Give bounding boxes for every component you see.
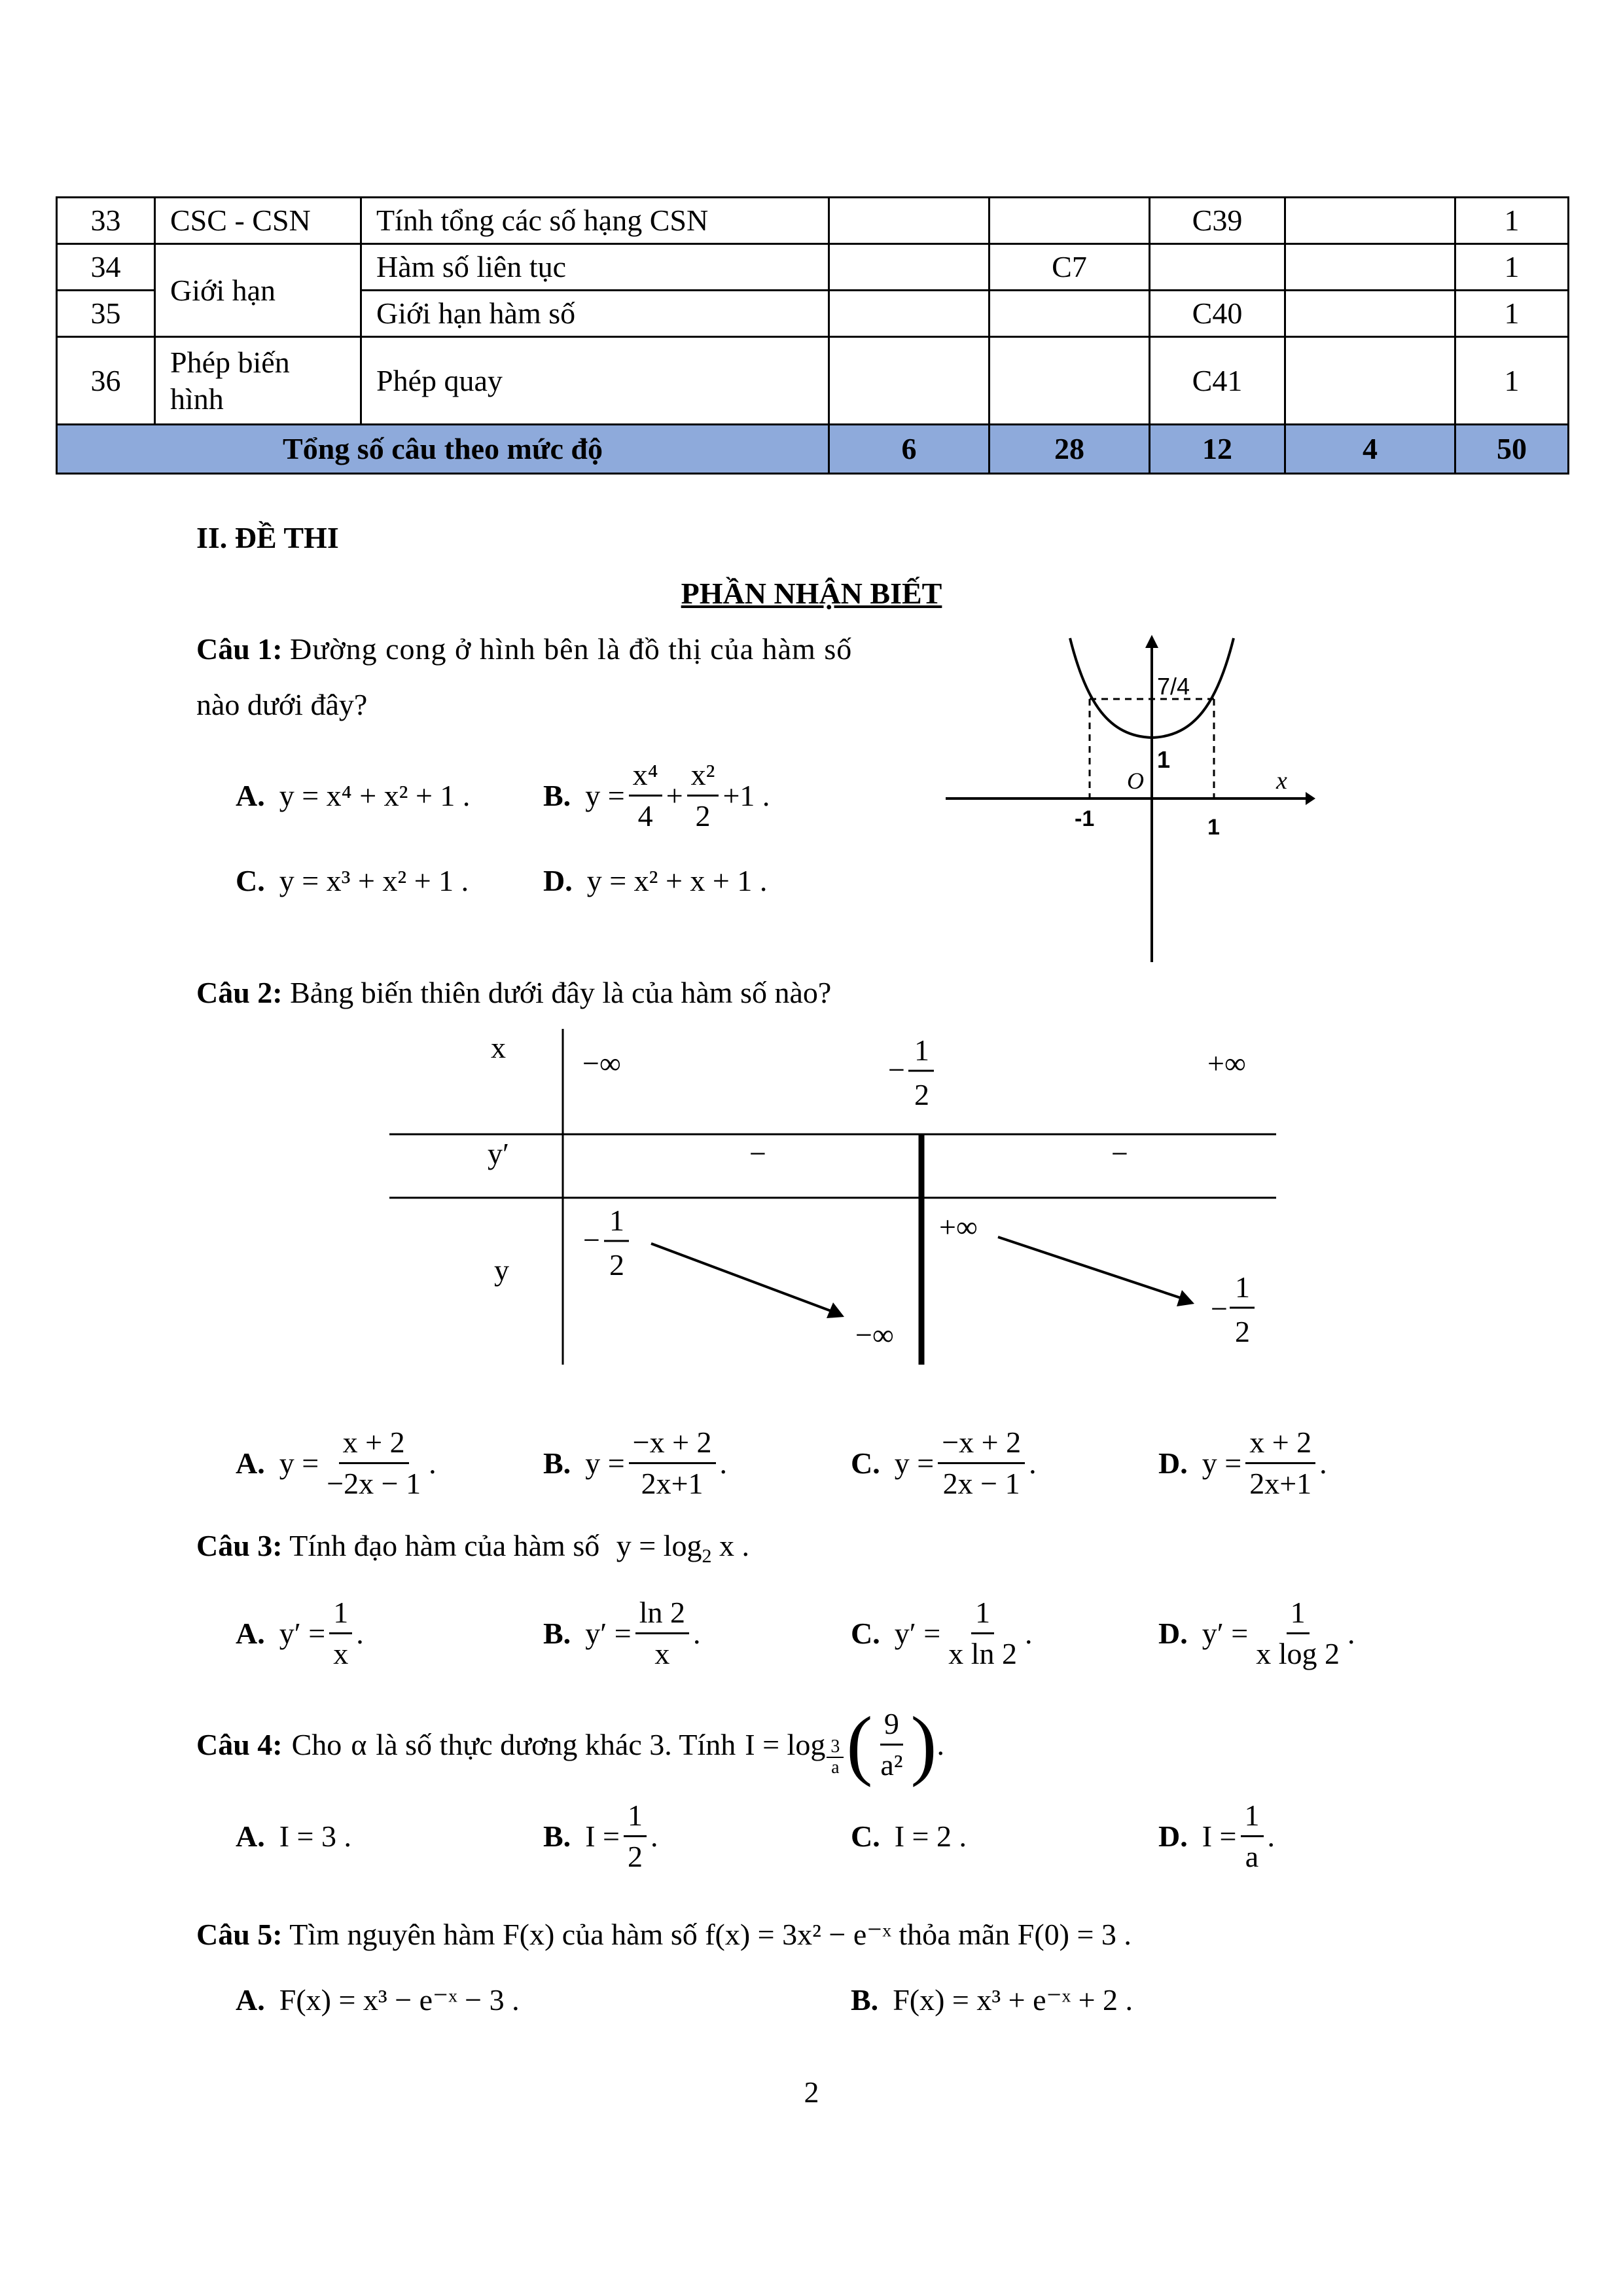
fraction: $\frac{\text{x⁴}}{4}$: [629, 755, 662, 836]
left-paren: (: [846, 1700, 873, 1787]
bbt-y-num-left: 1: [609, 1204, 624, 1237]
bbt-x-num: 1: [914, 1033, 929, 1067]
bbt-y-minus-inf: −∞: [855, 1318, 894, 1352]
bbt-plus-inf: +∞: [1207, 1047, 1246, 1080]
question-2-text: Câu 2: Bảng biến thiên dưới đây là của hàm số nào?: [196, 976, 832, 1009]
q4-option-a: A. I = 3 .: [236, 1819, 351, 1853]
decreasing-arrow: [651, 1244, 834, 1312]
question-5-text: Câu 5: Tìm nguyên hàm F(x) của hàm số f(x) = 3x² − e⁻ˣ thỏa mãn F(0) = 3 .: [196, 1918, 1132, 1951]
fraction: $\frac{x + 2}{2x+1}$: [1245, 1423, 1315, 1503]
bbt-y-num-right: 1: [1235, 1270, 1250, 1304]
bbt-y-plus-inf: +∞: [939, 1210, 978, 1244]
q1-option-c: C. y = x³ + x² + 1 .: [236, 863, 469, 897]
part-title: PHẦN NHẬN BIẾT: [681, 577, 942, 610]
q1-option-d: D. y = x² + x + 1 .: [543, 863, 768, 897]
bbt-y-label: y: [494, 1253, 509, 1287]
question-matrix-table: [56, 196, 1569, 475]
x-axis-arrow-icon: [1306, 792, 1315, 805]
q4-option-d: D. I = $\frac{1}{a}$ .: [1158, 1787, 1275, 1885]
arrow-head-icon: [1177, 1290, 1194, 1306]
log-base-fraction: $\frac{3}{a}$: [827, 1737, 844, 1778]
question-1-line-1: Câu 1: Đường cong ở hình bên là đồ thị của hàm số: [196, 632, 853, 666]
q1-option-b: B. y = $\frac{\text{x⁴}}{4}$ + $\frac{\text{x²}}{2}$ +1 .: [543, 746, 770, 844]
label-neg-one: -1: [1075, 806, 1095, 831]
label-pos-one: 1: [1207, 815, 1220, 840]
label-y-one: 1: [1157, 746, 1171, 773]
q1-function-graph: [942, 632, 1315, 965]
table-row: 35 Giới hạn hàm số C40 1: [57, 291, 1569, 337]
q2-option-a: A. y = $\frac{x + 2}{-2x - 1}$ .: [236, 1414, 437, 1512]
fraction: $\frac{x + 2}{-2x - 1}$: [323, 1423, 425, 1503]
bbt-x-sign: −: [888, 1053, 905, 1086]
decreasing-arrow: [998, 1237, 1185, 1299]
q3-option-c: C. y′ = $\frac{1}{\text{x ln 2}}$ .: [851, 1584, 1033, 1682]
fraction: $\frac{1}{a}$: [1241, 1796, 1264, 1876]
bbt-x-label: x: [491, 1031, 506, 1064]
label-origin: O: [1127, 768, 1144, 794]
fraction: $\frac{-x + 2}{2x+1}$: [629, 1423, 716, 1503]
table-total-row: Tổng số câu theo mức độ 6 28 12 4 50: [57, 425, 1569, 474]
table-row: 33 CSC - CSN Tính tổng các số hạng CSN C39 1: [57, 198, 1569, 244]
question-3-text: Câu 3: Tính đạo hàm của hàm số $y = \log_2 x$ .: [196, 1529, 749, 1568]
fraction: $\frac{1}{2}$: [624, 1796, 647, 1876]
fraction: $\frac{\text{x²}}{2}$: [687, 755, 719, 836]
q1-option-a: A. y = x⁴ + x² + 1 .: [236, 778, 471, 812]
q3-option-a: A. y′ = $\frac{1}{x}$ .: [236, 1584, 364, 1682]
fraction: $\frac{1}{\text{x ln 2}}$: [944, 1593, 1021, 1674]
bbt-x-den: 2: [914, 1078, 929, 1111]
question-1-line-2: nào dưới đây?: [196, 688, 368, 721]
q4-option-b: B. I = $\frac{1}{2}$ .: [543, 1787, 658, 1885]
fraction: $\frac{9}{\text{a²}}$: [876, 1704, 906, 1785]
label-x-axis: x: [1276, 767, 1287, 795]
fraction: $\frac{\ln 2}{x}$: [635, 1593, 689, 1674]
q2-option-c: C. y = $\frac{-x + 2}{2x - 1}$ .: [851, 1414, 1037, 1512]
bbt-y-den-left: 2: [609, 1248, 624, 1282]
y-axis-arrow-icon: [1145, 635, 1158, 648]
q4-option-c: C. I = 2 .: [851, 1819, 967, 1853]
bbt-y-den-right: 2: [1235, 1315, 1250, 1348]
bbt-y-sign-left: −: [583, 1223, 600, 1257]
bbt-minus-inf: −∞: [582, 1047, 621, 1080]
page-number: 2: [804, 2075, 819, 2109]
fraction: $\frac{1}{x}$: [329, 1593, 352, 1674]
right-paren: ): [910, 1700, 937, 1787]
q3-option-d: D. y′ = $\frac{1}{\text{x log 2}}$ .: [1158, 1584, 1355, 1682]
bbt-sign-right: −: [1111, 1137, 1128, 1170]
q5-option-a: A. F(x) = x³ − e⁻ˣ − 3 .: [236, 1982, 520, 2017]
q5-option-b: B. F(x) = x³ + e⁻ˣ + 2 .: [851, 1982, 1133, 2017]
question-4-text: Câu 4: Cho α là số thực dương khác 3. Tính I = log $\frac{3}{a}$ ( $\frac{9}{\text{a²}}$ ) .: [196, 1700, 944, 1787]
q2-option-d: D. y = $\frac{x + 2}{2x+1}$ .: [1158, 1414, 1327, 1512]
label-seven-fourths: 7/4: [1157, 673, 1190, 700]
section-title: II. ĐỀ THI: [196, 521, 339, 554]
table-row: 34 Giới hạn Hàm số liên tục C7 1: [57, 244, 1569, 291]
q2-option-b: B. y = $\frac{-x + 2}{2x+1}$ .: [543, 1414, 727, 1512]
bbt-sign-left: −: [749, 1137, 766, 1170]
bbt-yprime-label: y′: [488, 1137, 510, 1170]
fraction: $\frac{-x + 2}{2x - 1}$: [938, 1423, 1025, 1503]
table-row: 36 Phép biến hình Phép quay C41 1: [57, 337, 1569, 425]
fraction: $\frac{1}{\text{x log 2}}$: [1252, 1593, 1344, 1674]
variation-table: [389, 1028, 1279, 1368]
bbt-y-sign-right: −: [1211, 1292, 1228, 1325]
q3-option-b: B. y′ = $\frac{\ln 2}{x}$ .: [543, 1584, 700, 1682]
